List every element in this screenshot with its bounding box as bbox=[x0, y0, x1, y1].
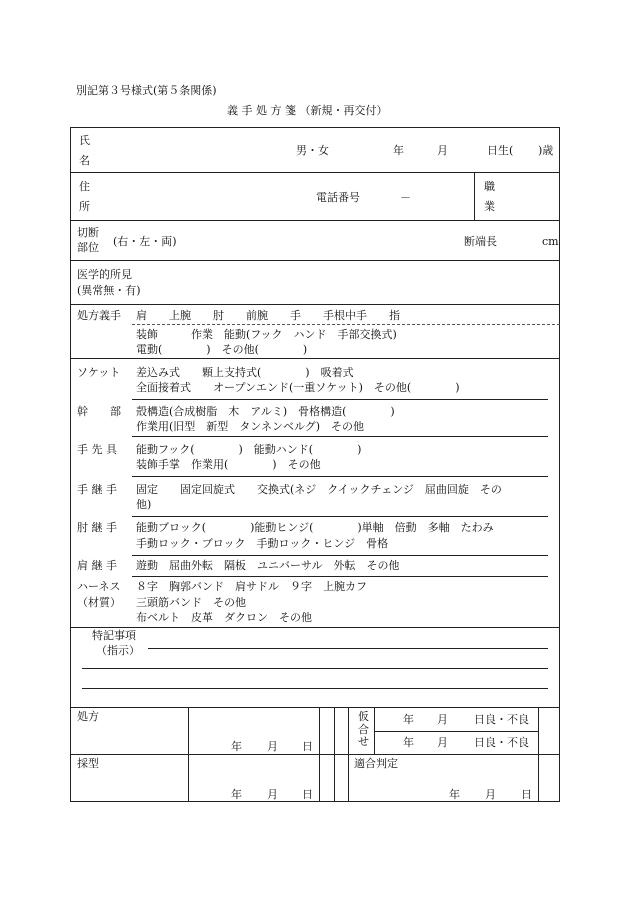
fitting-label bbox=[358, 711, 369, 749]
elbow-options-1: 能動ブロック( )能動ヒンジ( )単軸 倍動 多軸 たわみ bbox=[136, 521, 494, 534]
socket-options-1: 差込み式 顆上支持式( ) 吸着式 bbox=[136, 366, 354, 379]
harness-options-2: 三頭筋バンド その他 bbox=[136, 596, 246, 609]
prosthesis-level: 肩 上腕 肘 前腕 手 手根中手 指 bbox=[136, 309, 400, 322]
fitting-label-2: 合 bbox=[358, 722, 369, 736]
prescription-month: 月 bbox=[267, 740, 278, 753]
birth-year: 年 bbox=[393, 144, 404, 157]
prescription-label: 処方 bbox=[77, 710, 99, 723]
fitting-label-1: 仮 bbox=[358, 710, 369, 723]
rule-notes-2 bbox=[82, 668, 548, 669]
elbow-options-2: 手動ロック・ブロック 手動ロック・ヒンジ 骨格 bbox=[136, 537, 389, 550]
rule-fit-mid bbox=[374, 731, 538, 732]
address-label-2: 所 bbox=[79, 200, 90, 213]
address-label-1: 住 bbox=[79, 180, 90, 193]
fit-2-month: 月 bbox=[437, 736, 448, 749]
rule-medical bbox=[70, 304, 560, 305]
trunk-options-1: 殻構造(合成樹脂 木 アルミ) 骨格構造( ) bbox=[136, 405, 395, 418]
rule-amputation bbox=[70, 260, 560, 261]
trunk-options-2: 作業用(旧型 新型 タンネンベルグ) その他 bbox=[136, 420, 365, 433]
stump-length-unit: cm bbox=[542, 235, 559, 248]
prosthesis-type-2: 電動( ) その他( ) bbox=[136, 343, 308, 356]
vrule-footer-5 bbox=[538, 707, 539, 802]
wrist-options-1: 固定 固定回旋式 交換式(ネジ クイックチェンジ 屈曲回旋 その bbox=[136, 483, 502, 496]
vrule-footer-1 bbox=[188, 707, 189, 802]
rule-wrist bbox=[132, 516, 548, 517]
harness-label-2: （材質） bbox=[77, 596, 121, 609]
rule-footer-mid bbox=[70, 754, 560, 755]
age-field: )歳 bbox=[538, 144, 554, 157]
socket-options-2: 全面接着式 オープンエンド(一重ソケット) その他( ) bbox=[136, 381, 460, 394]
job-label-2: 業 bbox=[484, 200, 495, 213]
fit-1-year: 年 bbox=[403, 713, 414, 726]
rule-name bbox=[70, 172, 560, 173]
vrule-fit bbox=[374, 707, 375, 754]
mold-day: 日 bbox=[302, 788, 313, 801]
vrule-footer-3 bbox=[334, 707, 335, 802]
form-title: 義 手 処 方 箋 （新規・再交付） bbox=[227, 104, 388, 117]
name-label-1: 氏 bbox=[79, 134, 90, 147]
wrist-options-2: 他) bbox=[136, 498, 152, 511]
harness-options-3: 布ベルト 皮革 ダクロン その他 bbox=[136, 611, 312, 624]
notes-label-2: （指示） bbox=[96, 644, 140, 657]
fitting-label-3: せ bbox=[358, 735, 369, 749]
medical-label-2: (異常無・有) bbox=[77, 284, 141, 297]
rule-elbow bbox=[132, 555, 548, 556]
mold-month: 月 bbox=[267, 788, 278, 801]
judgment-label: 適合判定 bbox=[354, 757, 398, 770]
judgment-year: 年 bbox=[449, 788, 460, 801]
socket-label: ソケット bbox=[77, 366, 121, 379]
vrule-job bbox=[474, 172, 475, 220]
job-label-1: 職 bbox=[484, 180, 495, 193]
rule-trunk bbox=[132, 436, 548, 437]
rule-harness bbox=[70, 627, 560, 628]
rule-address bbox=[70, 220, 560, 221]
stump-length-label: 断端長 bbox=[464, 235, 497, 248]
rule-dashed bbox=[132, 324, 560, 325]
judgment-month: 月 bbox=[485, 788, 496, 801]
terminal-options-1: 能動フック( ) 能動ハンド( ) bbox=[136, 443, 362, 456]
harness-label-1: ハーネス bbox=[77, 580, 121, 593]
birth-day: 日生( bbox=[487, 144, 514, 157]
terminal-label: 手 先 具 bbox=[77, 443, 117, 456]
name-label-2: 名 bbox=[79, 154, 90, 167]
prescription-year: 年 bbox=[231, 740, 242, 753]
phone-label: 電話番号 bbox=[316, 191, 360, 204]
elbow-label: 肘 継 手 bbox=[77, 521, 117, 534]
medical-label-1: 医学的所見 bbox=[77, 268, 132, 281]
birth-month: 月 bbox=[437, 144, 448, 157]
fit-1-result: 日良・不良 bbox=[474, 713, 529, 726]
mold-year: 年 bbox=[231, 788, 242, 801]
amputation-side: (右・左・両) bbox=[113, 235, 177, 248]
notes-label-1: 特記事項 bbox=[92, 629, 136, 642]
fit-1-month: 月 bbox=[437, 713, 448, 726]
phone-dash: － bbox=[400, 191, 411, 204]
mold-label: 採型 bbox=[77, 757, 99, 770]
harness-options-1: ８字 胸郭バンド 肩サドル ９字 上腕カフ bbox=[136, 580, 367, 593]
vrule-footer-4 bbox=[348, 707, 349, 802]
rule-notes-3 bbox=[82, 688, 548, 689]
vrule-footer-2 bbox=[319, 707, 320, 802]
rule-notes-1 bbox=[148, 648, 548, 649]
amputation-label-1: 切断 bbox=[77, 226, 99, 239]
fit-2-year: 年 bbox=[403, 736, 414, 749]
rule-shoulder bbox=[132, 576, 548, 577]
terminal-options-2: 装飾手掌 作業用( ) その他 bbox=[136, 458, 321, 471]
rule-terminal bbox=[132, 476, 548, 477]
fit-2-result: 日良・不良 bbox=[474, 736, 529, 749]
rule-prosthesis bbox=[70, 358, 560, 359]
judgment-day: 日 bbox=[521, 788, 532, 801]
wrist-label: 手 継 手 bbox=[77, 483, 117, 496]
sex-field: 男・女 bbox=[296, 144, 329, 157]
prosthesis-type: 装飾 作業 能動(フック ハンド 手部交換式) bbox=[136, 328, 397, 341]
amputation-label-2: 部位 bbox=[77, 241, 99, 254]
shoulder-label: 肩 継 手 bbox=[77, 559, 117, 572]
trunk-label: 幹 部 bbox=[77, 405, 121, 418]
form-number: 別記第３号様式(第５条関係) bbox=[76, 84, 217, 97]
shoulder-options: 遊動 屈曲外転 隔板 ユニバーサル 外転 その他 bbox=[136, 559, 400, 572]
prescription-day: 日 bbox=[302, 740, 313, 753]
rule-footer-top bbox=[70, 707, 560, 708]
rule-socket bbox=[132, 399, 548, 400]
prosthesis-label: 処方義手 bbox=[77, 309, 121, 322]
